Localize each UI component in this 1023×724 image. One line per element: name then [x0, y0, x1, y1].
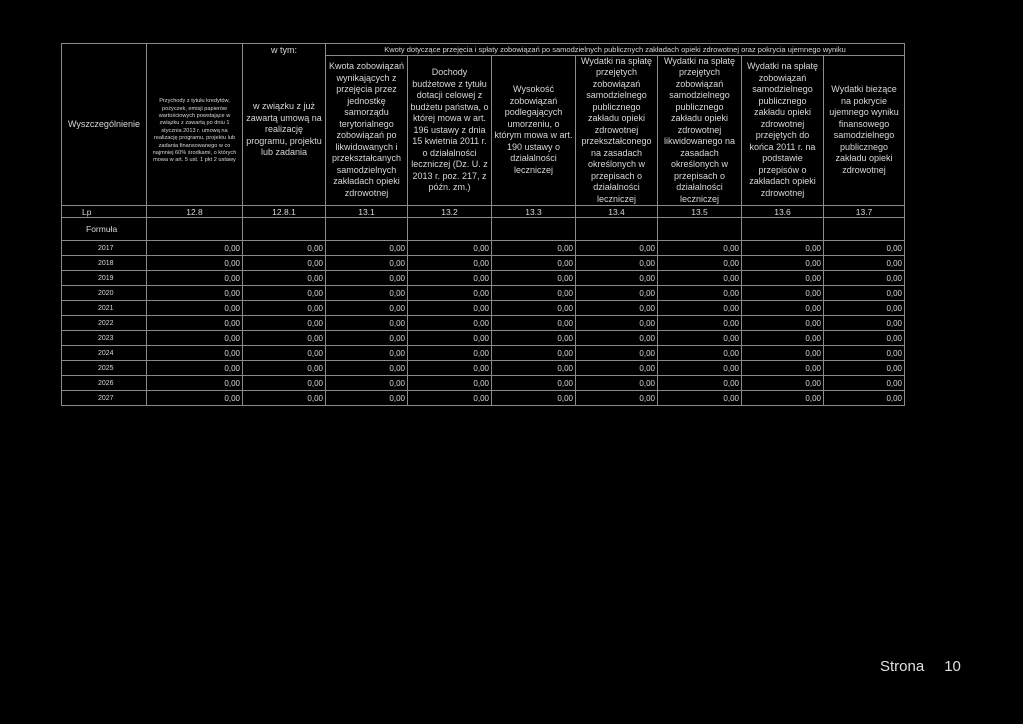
lp-code: 12.8.1 — [243, 206, 326, 218]
value-cell: 0,00 — [824, 376, 905, 391]
year-cell: 2018 — [62, 256, 147, 271]
value-cell: 0,00 — [326, 271, 408, 286]
value-cell: 0,00 — [742, 331, 824, 346]
value-cell: 0,00 — [326, 241, 408, 256]
value-cell: 0,00 — [243, 331, 326, 346]
value-cell: 0,00 — [576, 286, 658, 301]
year-cell: 2017 — [62, 241, 147, 256]
value-cell: 0,00 — [326, 346, 408, 361]
value-cell: 0,00 — [326, 256, 408, 271]
value-cell: 0,00 — [576, 271, 658, 286]
value-cell: 0,00 — [576, 256, 658, 271]
value-cell: 0,00 — [408, 286, 492, 301]
value-cell: 0,00 — [492, 241, 576, 256]
table-row — [62, 376, 905, 391]
financial-table — [61, 43, 905, 406]
value-cell: 0,00 — [147, 346, 243, 361]
table-row — [62, 241, 905, 256]
value-cell: 0,00 — [147, 361, 243, 376]
value-cell: 0,00 — [576, 346, 658, 361]
value-cell: 0,00 — [243, 316, 326, 331]
header-span-title: Kwoty dotyczące przejęcia i spłaty zobowiązań po samodzielnych publicznych zakładach opieki zdrowotnej oraz pokrycia ujemnego wyniku — [326, 44, 905, 56]
value-cell: 0,00 — [658, 316, 742, 331]
value-cell: 0,00 — [243, 391, 326, 406]
header-col-13-3: Wysokość zobowiązań podlegających umorzeniu, o którym mowa w art. 190 ustawy o działalności leczniczej — [492, 55, 576, 206]
value-cell: 0,00 — [147, 286, 243, 301]
value-cell: 0,00 — [326, 301, 408, 316]
value-cell: 0,00 — [742, 361, 824, 376]
value-cell: 0,00 — [492, 271, 576, 286]
value-cell: 0,00 — [742, 256, 824, 271]
value-cell: 0,00 — [492, 256, 576, 271]
table-row — [62, 391, 905, 406]
value-cell: 0,00 — [658, 286, 742, 301]
year-cell: 2027 — [62, 391, 147, 406]
value-cell: 0,00 — [492, 361, 576, 376]
table-row — [62, 316, 905, 331]
formula-row — [62, 218, 905, 241]
value-cell: 0,00 — [824, 391, 905, 406]
header-wyszczegolnienie: Wyszczególnienie — [62, 44, 147, 206]
lp-code: 13.3 — [492, 206, 576, 218]
year-cell: 2019 — [62, 271, 147, 286]
year-cell: 2021 — [62, 301, 147, 316]
value-cell: 0,00 — [326, 361, 408, 376]
lp-code: 13.4 — [576, 206, 658, 218]
value-cell: 0,00 — [408, 361, 492, 376]
value-cell: 0,00 — [492, 301, 576, 316]
lp-code: 13.5 — [658, 206, 742, 218]
lp-code: 12.8 — [147, 206, 243, 218]
year-cell: 2023 — [62, 331, 147, 346]
value-cell: 0,00 — [492, 391, 576, 406]
value-cell: 0,00 — [576, 376, 658, 391]
value-cell: 0,00 — [742, 241, 824, 256]
value-cell: 0,00 — [147, 256, 243, 271]
formula-label: Formuła — [62, 218, 147, 241]
value-cell: 0,00 — [824, 361, 905, 376]
value-cell: 0,00 — [408, 316, 492, 331]
value-cell: 0,00 — [824, 331, 905, 346]
value-cell: 0,00 — [408, 301, 492, 316]
value-cell: 0,00 — [658, 331, 742, 346]
value-cell: 0,00 — [576, 241, 658, 256]
value-cell: 0,00 — [742, 301, 824, 316]
lp-code: 13.2 — [408, 206, 492, 218]
value-cell: 0,00 — [742, 376, 824, 391]
value-cell: 0,00 — [492, 346, 576, 361]
value-cell: 0,00 — [408, 346, 492, 361]
value-cell: 0,00 — [658, 256, 742, 271]
value-cell: 0,00 — [243, 361, 326, 376]
value-cell: 0,00 — [824, 316, 905, 331]
value-cell: 0,00 — [326, 331, 408, 346]
header-top-row — [62, 44, 905, 56]
value-cell: 0,00 — [658, 376, 742, 391]
value-cell: 0,00 — [147, 331, 243, 346]
value-cell: 0,00 — [742, 316, 824, 331]
header-col-12-8-1: w związku z już zawartą umową na realizację programu, projektu lub zadania — [243, 55, 326, 206]
value-cell: 0,00 — [658, 346, 742, 361]
value-cell: 0,00 — [243, 271, 326, 286]
value-cell: 0,00 — [326, 376, 408, 391]
value-cell: 0,00 — [408, 256, 492, 271]
value-cell: 0,00 — [326, 316, 408, 331]
table-row — [62, 271, 905, 286]
value-cell: 0,00 — [576, 331, 658, 346]
lp-code: 13.1 — [326, 206, 408, 218]
value-cell: 0,00 — [408, 331, 492, 346]
lp-code: 13.7 — [824, 206, 905, 218]
header-col-12-8: Przychody z tytułu kredytów, pożyczek, emisji papierów wartościowych powstające w związku z zawartą po dniu 1 stycznia 2013 r. umową na realizację programu, projektu lub zadania finansowanego w co najmniej 60% środkami, o których mowa w art. 5 ust. 1 pkt 2 ustawy — [147, 44, 243, 206]
lp-label: Lp — [62, 206, 147, 218]
value-cell: 0,00 — [824, 256, 905, 271]
value-cell: 0,00 — [742, 346, 824, 361]
value-cell: 0,00 — [824, 241, 905, 256]
value-cell: 0,00 — [492, 376, 576, 391]
table-row — [62, 301, 905, 316]
value-cell: 0,00 — [576, 361, 658, 376]
value-cell: 0,00 — [326, 391, 408, 406]
table-row — [62, 346, 905, 361]
value-cell: 0,00 — [824, 286, 905, 301]
value-cell: 0,00 — [147, 241, 243, 256]
value-cell: 0,00 — [243, 376, 326, 391]
header-col-13-6: Wydatki na spłatę zobowiązań samodzielnego publicznego zakładu opieki zdrowotnej przejętych do końca 2011 r. na podstawie przepisów o zakładach opieki zdrowotnej — [742, 55, 824, 206]
value-cell: 0,00 — [147, 376, 243, 391]
value-cell: 0,00 — [742, 286, 824, 301]
header-col-13-4: Wydatki na spłatę przejętych zobowiązań samodzielnego publicznego zakładu opieki zdrowotnej przekształconego na zasadach określonych w przepisach o działalności leczniczej — [576, 55, 658, 206]
value-cell: 0,00 — [243, 301, 326, 316]
value-cell: 0,00 — [243, 346, 326, 361]
year-cell: 2026 — [62, 376, 147, 391]
value-cell: 0,00 — [243, 286, 326, 301]
year-cell: 2024 — [62, 346, 147, 361]
value-cell: 0,00 — [658, 301, 742, 316]
lp-code: 13.6 — [742, 206, 824, 218]
table-row — [62, 256, 905, 271]
value-cell: 0,00 — [742, 271, 824, 286]
value-cell: 0,00 — [742, 391, 824, 406]
value-cell: 0,00 — [576, 316, 658, 331]
page-label: Strona — [880, 658, 925, 675]
value-cell: 0,00 — [147, 391, 243, 406]
table-row — [62, 361, 905, 376]
value-cell: 0,00 — [576, 391, 658, 406]
value-cell: 0,00 — [824, 346, 905, 361]
value-cell: 0,00 — [147, 316, 243, 331]
value-cell: 0,00 — [576, 301, 658, 316]
header-col-13-5: Wydatki na spłatę przejętych zobowiązań samodzielnego publicznego zakładu opieki zdrowotnej likwidowanego na zasadach określonych w przepisach o działalności leczniczej — [658, 55, 742, 206]
table-row — [62, 286, 905, 301]
value-cell: 0,00 — [492, 331, 576, 346]
lp-row — [62, 206, 905, 218]
year-cell: 2025 — [62, 361, 147, 376]
value-cell: 0,00 — [824, 271, 905, 286]
page-number: 10 — [944, 658, 961, 675]
value-cell: 0,00 — [824, 301, 905, 316]
value-cell: 0,00 — [408, 376, 492, 391]
value-cell: 0,00 — [658, 391, 742, 406]
data-rows — [62, 241, 905, 406]
value-cell: 0,00 — [658, 241, 742, 256]
value-cell: 0,00 — [243, 256, 326, 271]
value-cell: 0,00 — [326, 286, 408, 301]
header-col-13-2: Dochody budżetowe z tytułu dotacji celowej z budżetu państwa, o której mowa w art. 196 ustawy z dnia 15 kwietnia 2011 r. o działalności leczniczej (Dz. U. z 2013 r. poz. 217, z późn. zm.) — [408, 55, 492, 206]
table-row — [62, 331, 905, 346]
value-cell: 0,00 — [658, 271, 742, 286]
value-cell: 0,00 — [408, 241, 492, 256]
value-cell: 0,00 — [147, 301, 243, 316]
value-cell: 0,00 — [408, 271, 492, 286]
header-col-13-7: Wydatki bieżące na pokrycie ujemnego wyniku finansowego samodzielnego publicznego zakładu opieki zdrowotnej — [824, 55, 905, 206]
value-cell: 0,00 — [658, 361, 742, 376]
header-col-13-1: Kwota zobowiązań wynikających z przejęcia przez jednostkę samorządu terytorialnego zobowiązań po likwidowanych i przekształcanych samodzielnych zakładach opieki zdrowotnej — [326, 55, 408, 206]
value-cell: 0,00 — [408, 391, 492, 406]
header-w-tym: w tym: — [243, 44, 326, 56]
value-cell: 0,00 — [147, 271, 243, 286]
year-cell: 2022 — [62, 316, 147, 331]
value-cell: 0,00 — [243, 241, 326, 256]
year-cell: 2020 — [62, 286, 147, 301]
page-footer — [880, 658, 981, 675]
value-cell: 0,00 — [492, 286, 576, 301]
value-cell: 0,00 — [492, 316, 576, 331]
